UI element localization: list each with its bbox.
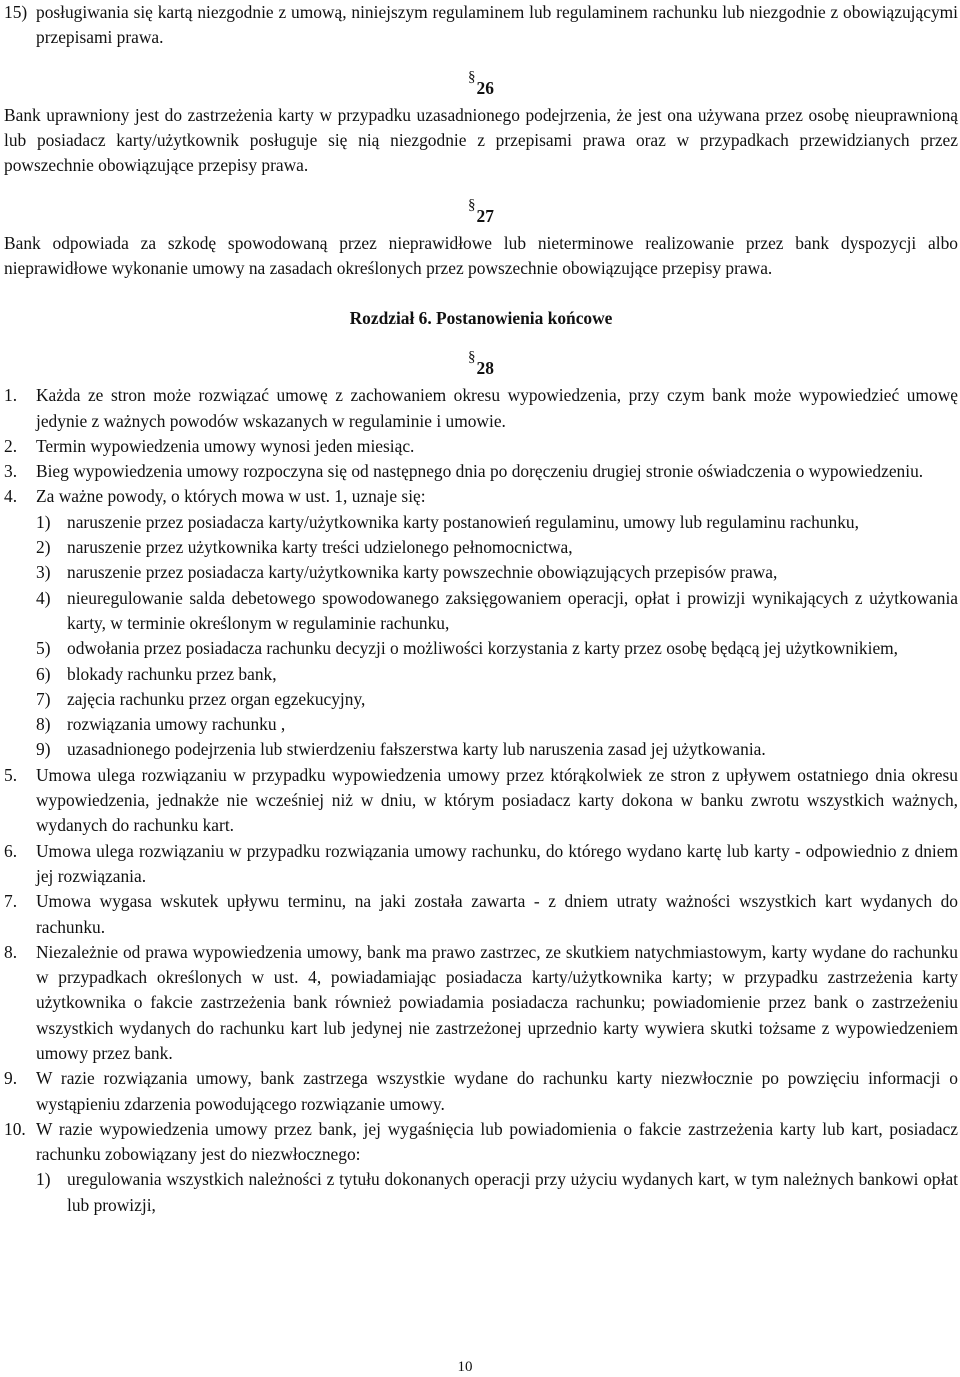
item-number: 1) xyxy=(36,511,51,532)
item-text: odwołania przez posiadacza rachunku decyzji o możliwości korzystania z karty przez osobę będącą jej użytkownikiem, xyxy=(67,638,899,659)
list-item xyxy=(4,940,958,1066)
sub-list-item xyxy=(4,687,958,712)
item-number: 7. xyxy=(4,891,18,912)
section-number: 28 xyxy=(476,357,494,378)
section-heading-27 xyxy=(4,196,958,231)
item-number: 7) xyxy=(36,688,51,709)
sub-list-item xyxy=(4,662,958,687)
item-text: Umowa ulega rozwiązaniu w przypadku rozwiązania umowy rachunku, do którego wydano kartę lub karty - odpowiednio z dniem jej rozwiązania. xyxy=(36,840,958,886)
list-item xyxy=(4,383,958,434)
sub-list-item xyxy=(4,535,958,560)
item-text: posługiwania się kartą niezgodnie z umową, niniejszym regulaminem lub regulaminem rachunku lub niezgodnie z obowiązującymi przepisami prawa. xyxy=(36,2,958,48)
item-text: Każda ze stron może rozwiązać umowę z zachowaniem okresu wypowiedzenia, przy czym bank może wypowiedzieć umowę jedynie z ważnych powodów wskazanych w regulaminie i umowie. xyxy=(36,385,958,431)
item-text: zajęcia rachunku przez organ egzekucyjny, xyxy=(67,688,366,709)
item-number: 15) xyxy=(4,2,28,22)
item-text: rozwiązania umowy rachunku , xyxy=(67,714,286,735)
item-number: 3) xyxy=(36,562,51,583)
item-number: 8. xyxy=(4,941,18,962)
sub-list-10 xyxy=(4,1167,958,1218)
section-number: 26 xyxy=(476,77,494,98)
item-text: uregulowania wszystkich należności z tytułu dokonanych operacji przy użyciu wydanych kart, w tym należnych bankowi opłat lub prowizji, xyxy=(67,1169,958,1215)
sub-list-item xyxy=(4,586,958,637)
item-number: 6. xyxy=(4,840,18,861)
paragraph-27-text: Bank odpowiada za szkodę spowodowaną przez nieprawidłowe lub nieterminowe realizowanie przez bank dyspozycji albo nieprawidłowe wykonanie umowy na zasadach określonych przez powszechnie obowiązujące przepisy prawa. xyxy=(4,233,958,279)
item-text: Termin wypowiedzenia umowy wynosi jeden miesiąc. xyxy=(36,435,415,456)
item-number: 5) xyxy=(36,638,51,659)
item-text: naruszenie przez posiadacza karty/użytkownika karty postanowień regulaminu, umowy lub regulaminu rachunku, xyxy=(67,511,859,532)
section-number: 27 xyxy=(476,205,494,226)
item-text: W razie rozwiązania umowy, bank zastrzega wszystkie wydane do rachunku karty niezwłocznie po powzięciu informacji o wystąpieniu zdarzenia powodującego rozwiązanie umowy. xyxy=(36,1068,958,1114)
sub-list-item xyxy=(4,712,958,737)
item-text: nieuregulowanie salda debetowego spowodowanego zaksięgowaniem operacji, opłat i prowizji wynikających z użytkowania karty, w terminie określonym w regulaminie rachunku, xyxy=(67,587,958,633)
item-text: W razie wypowiedzenia umowy przez bank, jej wygaśnięcia lub powiadomienia o fakcie zastrzeżenia karty lub kart, posiadacz rachunku zobowiązany jest do niezwłocznego: xyxy=(36,1118,958,1165)
section-sign-icon: § xyxy=(468,68,476,85)
list-item xyxy=(4,459,958,484)
item-number: 4) xyxy=(36,587,51,608)
chapter-title: Rozdział 6. Postanowienia końcowe xyxy=(349,307,613,328)
list-item xyxy=(4,763,958,839)
item-number: 9) xyxy=(36,739,51,760)
paragraph-26-text: Bank uprawniony jest do zastrzeżenia karty w przypadku uzasadnionego podejrzenia, że jest ona używana przez osobę nieuprawnioną lub posiadacz karty/użytkownik posługuje się nią niezgodnie z przepisami prawa oraz w przypadkach przewidzianych przez powszechnie obowiązujące przepisy prawa. xyxy=(4,104,958,176)
item-number: 4. xyxy=(4,486,18,507)
item-text: Niezależnie od prawa wypowiedzenia umowy, bank ma prawo zastrzec, ze skutkiem natychmiastowym, karty wydane do rachunku w przypadkach określonych w ust. 4, powiadamiając posiadacza karty/użytkownika karty; w przypadku zastrzeżenia karty użytkownika o fakcie zastrzeżenia bank również powiadamia posiadacza rachunku; powiadomienie przez bank o zastrzeżeniu wszystkich wydanych do rachunku kart lub jedynej nie zastrzeżonej uprzednio karty wywiera skutki tożsame z wypowiedzeniem umowy przez bank. xyxy=(36,941,958,1063)
list-item xyxy=(4,1066,958,1117)
page-number: 10 xyxy=(457,1359,473,1375)
section-sign-icon: § xyxy=(468,196,476,213)
item-number: 8) xyxy=(36,714,51,735)
sub-list-item xyxy=(4,510,958,535)
section-heading-26 xyxy=(4,68,958,103)
item-text: Umowa wygasa wskutek upływu terminu, na jaki została zawarta - z dniem utraty ważności wszystkich kart wydanych do rachunku. xyxy=(36,891,958,937)
sub-list-4 xyxy=(4,510,958,763)
list-item xyxy=(4,434,958,459)
sub-list-item xyxy=(4,1167,958,1218)
list-item xyxy=(4,1117,958,1168)
item-number: 2. xyxy=(4,435,18,456)
item-text: naruszenie przez posiadacza karty/użytkownika karty powszechnie obowiązujących przepisów prawa, xyxy=(67,562,778,583)
list-item xyxy=(4,889,958,940)
document-page xyxy=(4,0,958,1218)
item-number: 3. xyxy=(4,461,18,482)
item-number: 1) xyxy=(36,1169,51,1190)
item-number: 9. xyxy=(4,1068,18,1089)
sub-list-item xyxy=(4,560,958,585)
list-item xyxy=(4,0,958,51)
section-heading-28 xyxy=(4,348,958,383)
section-sign-icon: § xyxy=(468,348,476,365)
sub-list-item xyxy=(4,636,958,661)
item-text: Za ważne powody, o których mowa w ust. 1, uznaje się: xyxy=(36,486,426,507)
list-item xyxy=(4,839,958,890)
item-text: naruszenie przez użytkownika karty treści udzielonego pełnomocnictwa, xyxy=(67,537,573,558)
list-item xyxy=(4,484,958,509)
item-text: Bieg wypowiedzenia umowy rozpoczyna się od następnego dnia po doręczeniu drugiej stronie oświadczenia o wypowiedzeniu. xyxy=(36,461,924,482)
item-number: 1. xyxy=(4,385,18,406)
item-number: 6) xyxy=(36,663,51,684)
numbered-list xyxy=(4,383,958,509)
item-text: Umowa ulega rozwiązaniu w przypadku wypowiedzenia umowy przez którąkolwiek ze stron z upływem ostatniego dnia okresu wypowiedzenia, jednakże nie wcześniej niż w dniu, w którym posiadacz karty dokona w banku zwrotu wszystkich ważnych, wydanych do rachunku kart. xyxy=(36,764,958,836)
item-number: 5. xyxy=(4,764,18,785)
item-number: 2) xyxy=(36,537,51,558)
item-text: uzasadnionego podejrzenia lub stwierdzeniu fałszerstwa karty lub naruszenia zasad jej użytkowania. xyxy=(67,739,766,760)
item-number: 10. xyxy=(4,1118,26,1139)
sub-list-item xyxy=(4,737,958,762)
numbered-list-continued xyxy=(4,763,958,1168)
item-text: blokady rachunku przez bank, xyxy=(67,663,277,684)
